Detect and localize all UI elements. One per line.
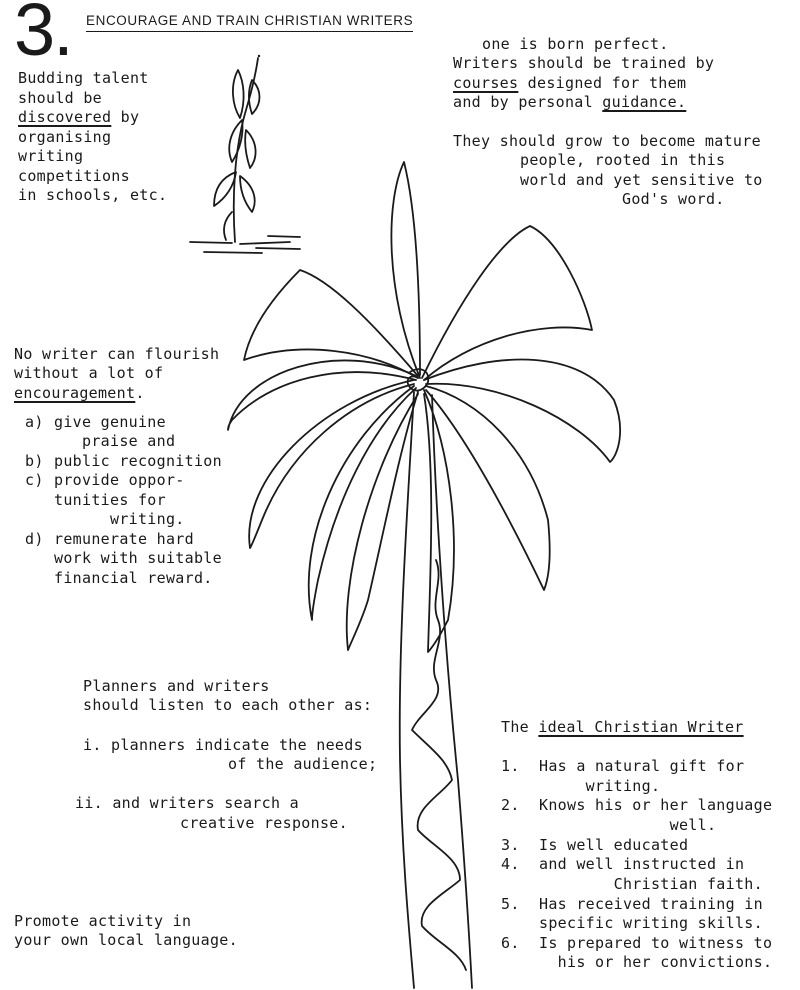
encouragement-item-c-line-2: tunities for [54,491,166,509]
encouragement-item-b-marker: b) [25,452,44,470]
maturity-line-2: people, rooted in this [520,151,726,169]
ideal-writer-item-4-number: 4. [501,855,520,873]
encouragement-line-3: encouragement. [14,384,145,402]
local-language-line-2: your own local language. [14,931,238,949]
discovered-keyword: discovered [18,108,112,126]
training-line-3: courses designed for them [453,74,687,92]
ideal-writer-item-5-line-2: specific writing skills. [539,914,763,932]
encouragement-keyword: encouragement [14,384,136,402]
ideal-writer-item-4-line-1: and well instructed in [539,855,745,873]
maturity-line-1: They should grow to become mature [453,132,761,150]
encouragement-item-c-line-1: provide oppor- [54,471,185,489]
sprout-drawing [190,55,300,253]
planners-item-2-line-1: ii. and writers search a [75,794,299,812]
discovery-line-2: should be [18,89,102,107]
discovery-line-5: writing [18,147,84,165]
guidance-keyword: guidance. [602,93,687,111]
ideal-writer-item-5-line-1: Has received training in [539,895,763,913]
ideal-writer-item-1-line-1: Has a natural gift for [539,757,745,775]
ideal-writer-item-2-line-2: well. [539,816,717,834]
encouragement-item-c-marker: c) [25,471,44,489]
ideal-writer-item-1-line-2: writing. [539,777,661,795]
encouragement-item-a-marker: a) [25,413,44,431]
encouragement-line-2: without a lot of [14,364,164,382]
training-line-4: and by personal guidance. [453,93,687,111]
ideal-writer-keyword: ideal Christian Writer [538,718,744,736]
ideal-writer-item-4-line-2: Christian faith. [539,875,763,893]
maturity-line-3: world and yet sensitive to [520,171,763,189]
planners-item-1-line-2: of the audience; [228,755,378,773]
encouragement-item-c-line-3: writing. [54,510,185,528]
ideal-writer-heading: The ideal Christian Writer [501,718,744,736]
ideal-writer-item-5-number: 5. [501,895,520,913]
planners-line-1: Planners and writers [83,677,270,695]
encouragement-line-1: No writer can flourish [14,345,220,363]
ideal-writer-item-6-line-2: his or her convictions. [539,953,773,971]
encouragement-item-a-line-1: give genuine [54,413,166,431]
training-line-1: one is born perfect. [482,35,669,53]
ideal-writer-item-3-number: 3. [501,836,520,854]
encouragement-item-d-line-1: remunerate hard [54,530,194,548]
encouragement-item-b-line-1: public recognition [54,452,222,470]
planners-item-2-line-2: creative response. [180,814,348,832]
courses-keyword: courses [453,74,519,92]
discovery-line-7: in schools, etc. [18,186,168,204]
ideal-writer-item-6-line-1: Is prepared to witness to [539,934,773,952]
ideal-writer-item-2-line-1: Knows his or her language [539,796,773,814]
planners-line-2: should listen to each other as: [83,696,373,714]
local-language-line-1: Promote activity in [14,912,192,930]
encouragement-item-d-line-2: work with suitable [54,549,222,567]
training-line-2: Writers should be trained by [453,54,715,72]
ideal-writer-item-2-number: 2. [501,796,520,814]
encouragement-item-d-line-3: financial reward. [54,569,213,587]
encouragement-item-a-line-2: praise and [54,432,176,450]
encouragement-item-d-marker: d) [25,530,44,548]
ideal-writer-item-6-number: 6. [501,934,520,952]
discovery-line-3: discovered by [18,108,140,126]
planners-item-1-line-1: i. planners indicate the needs [83,736,363,754]
section-number: 3. [14,0,72,71]
discovery-line-1: Budding talent [18,69,149,87]
discovery-line-4: organising [18,128,112,146]
ideal-writer-item-3-line-1: Is well educated [539,836,689,854]
ideal-writer-item-1-number: 1. [501,757,520,775]
section-title: ENCOURAGE AND TRAIN CHRISTIAN WRITERS [86,12,413,32]
maturity-line-4: God's word. [622,190,725,208]
discovery-line-6: competitions [18,167,130,185]
